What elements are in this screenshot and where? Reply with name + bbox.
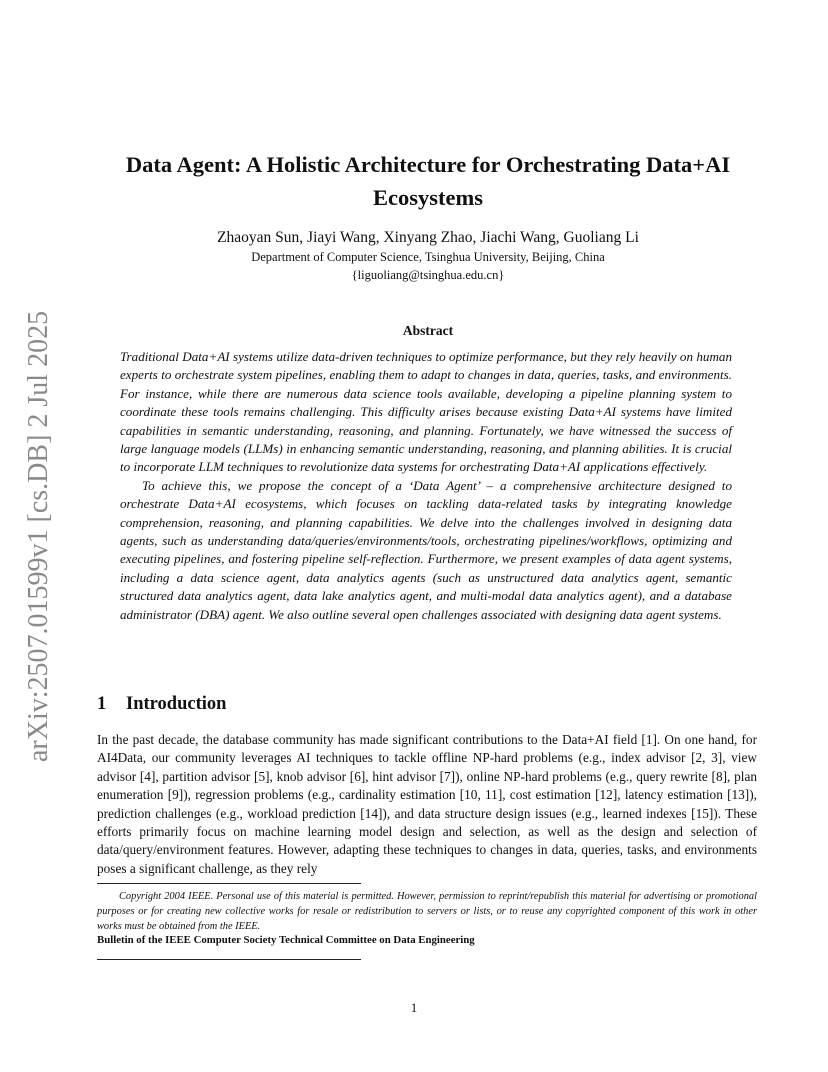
bulletin-line: Bulletin of the IEEE Computer Society Technical Committee on Data Engineering (97, 934, 475, 946)
page-number: 1 (410, 1000, 418, 1015)
introduction-paragraph: In the past decade, the database community has made significant contributions to the Data+AI field [1]. On one hand, for AI4Data, our community leverages AI techniques to tackle offline NP-hard problems (e.g., index advisor [2, 3], view advisor [4], partition advisor [5], knob advisor [6], hint advisor [7]), online NP-hard problems (e.g., query rewrite [8], plan enumeration [9]), regression problems (e.g., cardinality estimation [10, 11], cost estimation [12], latency estimation [13]), prediction challenges (e.g., workload prediction [14]), and data structure design issues (e.g., learned indexes [15]). These efforts primarily focus on machine learning model design and selection, as well as the design and selection of data/query/environment features. However, adapting these techniques to changes in data, queries, tasks, and environments poses a significant challenge, as they rely (97, 732, 757, 876)
footnote-rule-bottom (97, 959, 361, 960)
abstract-heading: Abstract (402, 323, 454, 338)
author-list: Zhaoyan Sun, Jiayi Wang, Xinyang Zhao, Jiachi Wang, Guoliang Li (217, 229, 639, 246)
contact-email: {liguoliang@tsinghua.edu.cn} (351, 268, 505, 282)
section-title: Introduction (126, 694, 227, 714)
affiliation: Department of Computer Science, Tsinghua University, Beijing, China (251, 250, 605, 264)
footnote-rule (97, 883, 361, 884)
abstract-body (120, 348, 732, 624)
paper-title: Data Agent: A Holistic Architecture for Orchestrating Data+AI Ecosystems (125, 152, 731, 210)
section-heading (97, 692, 226, 716)
copyright-notice: Copyright 2004 IEEE. Personal use of this material is permitted. However, permission to reprint/republish this material for advertising or promotional purposes or for creating new collective works for resale or redistribution to servers or lists, or to reuse any copyrighted component of this work in other works must be obtained from the IEEE. (97, 891, 757, 932)
section-number: 1 (97, 694, 107, 714)
abstract-paragraph: To achieve this, we propose the concept of a ‘Data Agent’ – a comprehensive architecture designed to orchestrate Data+AI ecosystems, which focuses on tackling data-related tasks by integrating knowledge comprehension, reasoning, and planning capabilities. We delve into the challenges involved in designing data agents, such as understanding data/queries/environments/tools, orchestrating pipelines/workflows, optimizing and executing pipelines, and fostering pipeline self-reflection. Furthermore, we present examples of data agent systems, including a data science agent, data analytics agents (such as unstructured data analytics agent, semantic structured data analytics agent, data lake analytics agent, and multi-modal data analytics agent), and a database administrator (DBA) agent. We also outline several open challenges associated with designing data agent systems. (120, 477, 732, 622)
arxiv-identifier: arXiv:2507.01599v1 [cs.DB] 2 Jul 2025 (23, 310, 54, 762)
abstract-paragraph: Traditional Data+AI systems utilize data-driven techniques to optimize performance, but they rely heavily on human experts to orchestrate system pipelines, enabling them to adapt to changes in data, queries, tasks, and environments. For instance, while there are numerous data science tools available, developing a pipeline planning system to coordinate these tools remains challenging. This difficulty arises because existing Data+AI systems have limited capabilities in semantic understanding, reasoning, and planning. Fortunately, we have witnessed the success of large language models (LLMs) in enhancing semantic understanding, reasoning, and planning abilities. It is crucial to incorporate LLM techniques to revolutionize data systems for orchestrating Data+AI applications effectively. (120, 349, 732, 475)
